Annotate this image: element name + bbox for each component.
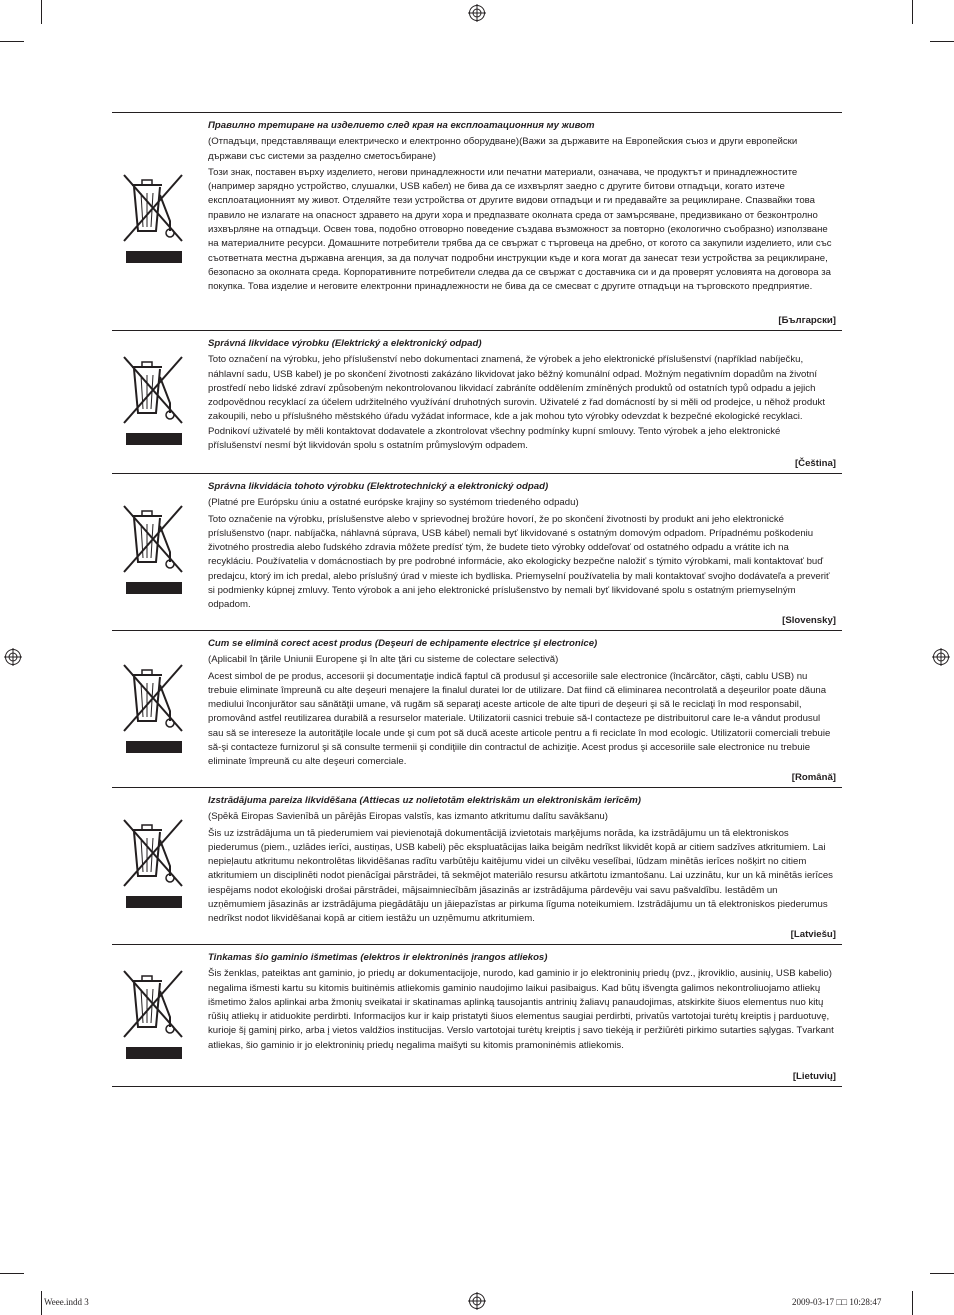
language-label: [Български] [778,315,836,326]
weee-symbol [122,355,186,445]
crossed-bin-icon [122,663,186,735]
section-text [208,113,842,295]
crop-mark [41,0,42,24]
section-paragraph: (Spēkā Eiropas Savienībā un pārējās Eiropas valstīs, kas izmanto atkritumu dalītu savākšanu) [208,811,608,823]
black-bar [126,1047,182,1059]
crop-mark [912,0,913,24]
section-title: Správna likvidácia tohoto výrobku (Elektrotechnický a elektronický odpad) [208,481,549,492]
crossed-bin-icon [122,969,186,1041]
crossed-bin-icon [122,818,186,890]
section-text [208,331,842,453]
section-title: Izstrādājuma pareiza likvidēšana (Attiecas uz nolietotām elektriskām un elektroniskām ierīcēm) [208,795,641,806]
language-label: [Latviešu] [790,929,836,940]
registration-mark-icon [932,648,950,666]
weee-symbol [122,173,186,263]
section-paragraph: Šis uz izstrādājuma un tā piederumiem vai pievienotajā dokumentācijā izvietotais marķējums norāda, ka izstrādājumu un tā elektroniskos piederumus (piem., uzlādes ierīci, austiņas, USB kabeli) pēc ekspluatācijas laika beigām nedrīkst likvidēt kopā ar citiem sadzīves atkritumiem. Lai nepieļautu atkritumu nekontrolētas likvidēšanas radītu varbūtēju kaitējumu videi un cilvēku veselībai, lūdzam minētās ierīces nošķirt no citiem atkritumiem un disciplinēti nodot pienācīgai pārstrādei, tā sekmējot materiālo resursu atkārtotu izmantošanu. Lai uzzinātu, kur un kā minētās ierīces iespējams nodot ekoloģiski drošai pārstrādei, mājsaimniecībām jāsazinās ar izstrādājuma pārdevēju vai savu pašvaldību. Iestādēm un uzņēmumiem jāsazinās ar izstrādājuma piegādātāju un jāiepazīstas ar pirkuma līguma noteikumiem. Izstrādājumu un tā elektroniskos piederumus nedrīkst nodot likvidēšanai kopā ar citiem iestāžu un uzņēmumu atkritumiem. [208,827,833,925]
weee-symbol [122,663,186,753]
language-label: [Slovensky] [782,615,836,626]
section-romanian [112,630,842,787]
section-lithuanian [112,944,842,1087]
crossed-bin-icon [122,355,186,427]
section-paragraph: (Отпадъци, представляващи електрическо и електронно оборудване)(Важи за държавите на Европейския съюз и други европейски държави със системи за разделно сметосъбиране) [208,136,798,162]
black-bar [126,582,182,594]
section-paragraph: (Aplicabil în ţările Uniunii Europene şi în alte ţări cu sisteme de colectare selectivă) [208,654,559,666]
black-bar [126,741,182,753]
section-paragraph: Acest simbol de pe produs, accesorii şi documentaţie indică faptul că produsul şi accesoriile sale electronice (încărcător, căşti, cablu USB) nu trebuie eliminate împreună cu alte deşeuri menajere la finalul duratei lor de utilizare. Dat fiind că eliminarea necontrolată a deşeurilor poate dăuna mediului înconjurător sau sănătăţii umane, vă rugăm să separaţi aceste articole de alte tipuri de deşeuri şi să le reciclaţi în mod responsabil, promovând astfel reutilizarea durabilă a resurselor materiale. Utilizatorii casnici trebuie să-l contacteze pe distribuitorul care le-a vândut produsul sau să se intereseze la autorităţile locale unde şi cum pot să ducă aceste articole pentru a fi reciclate în mod ecologic. Utilizatorii comerciali trebuie să-şi contacteze furnizorul şi să consulte termenii şi condiţiile din contractul de achiziţie. Acest produs şi accesoriile sale electronice nu trebuie eliminate împreună cu alte deşeuri comerciale. [208,670,831,768]
section-paragraph: Toto označenie na výrobku, príslušenstve alebo v sprievodnej brožúre hovorí, že po skončení životnosti by produkt ani jeho elektronické príslušenstvo (napr. nabíjačka, náhlavná súprava, USB kábel) nemali byť likvidované s ostatným domovým odpadom. Prípadnému poškodeniu životného prostredia alebo ľudského zdravia môžete predísť tým, že budete tieto výrobky oddeľovať od ostatného odpadu a vrátite ich na recykláciu. Používatelia v domácnostiach by pre podrobné informácie, ako ekologicky bezpečne naložiť s týmito výrobkami, mali kontaktovať buď predajcu, ktorý im ich predal, alebo príslušný úrad v mieste ich bydliska. Priemyselní používatelia by mali kontaktovať svojho dodávateľa a preveriť si podmienky kúpnej zmluvy. Tento výrobok a ani jeho elektronické príslušenstvo by nemali byť likvidované spolu s ostatným priemyselným odpadom. [208,513,830,611]
crop-mark [912,1291,913,1315]
section-text [208,788,842,927]
language-label: [Čeština] [794,458,836,469]
section-bulgarian [112,112,842,330]
crop-mark [930,41,954,42]
crossed-bin-icon [122,173,186,245]
section-czech [112,330,842,473]
language-label: [Română] [791,772,836,783]
section-title: Tinkamas šio gaminio išmetimas (elektros ir elektroninės įrangos atliekos) [208,952,548,963]
section-paragraph: (Platné pre Európsku úniu a ostatné európske krajiny so systémom triedeného odpadu) [208,497,579,509]
black-bar [126,896,182,908]
registration-mark-icon [4,648,22,666]
crop-mark [41,1291,42,1315]
section-title: Správná likvidace výrobku (Elektrický a elektronický odpad) [208,338,482,349]
section-text [208,474,842,613]
weee-symbol [122,818,186,908]
section-slovak [112,473,842,630]
section-title: Правилно третиране на изделието след края на експлоатационния му живот [208,120,595,131]
section-paragraph: Този знак, поставен върху изделието, негови принадлежности или печатни материали, означава, че продуктът и принадлежностите (например зарядно устройство, слушалки, USB кабел) не бива да се изхвърлят заедно с другите битови отпадъци, когато изтече експлоатационният му живот. Отделяйте тези устройства от другите видови отпадъци и ги предавайте за рециклиране. Спазвайки това правило не излагате на опасност здравето на други хора и предпазвате околната среда от замърсяване, предизвикано от безконтролно изхвърляне на отпадъци. Освен това, подобно отговорно поведение създава възможност за повторно (екологично съобразно) използване на материалните ресурси. Домашните потребители трябва да се свържат с търговеца на дребно, от когото са закупили изделието, или със съответната местна държавна агенция, за да получат подробни инструкции къде и кога могат да занесат тези устройства за рециклиране, безопасно за околната среда. Корпоративните потребители следва да се свържат с доставчика си и да проверят условията на договора за покупка. Това изделие и неговите електронни принадлежности не бива да се смесват с другите отпадъци на търговското предприятие. [208,166,832,293]
file-slug: Weee.indd 3 [44,1297,89,1307]
registration-mark-icon [468,4,486,22]
section-paragraph: Toto označení na výrobku, jeho příslušenství nebo dokumentaci znamená, že výrobek a jeho elektronické příslušenství (například nabíječku, náhlavní sadu, USB kabel) je po skončení životnosti zakázáno likvidovat jako běžný komunální odpad. Možným negativním dopadům na životní prostředí nebo lidské zdraví způsobeným nekontrolovanou likvidací zabráníte oddělením zmíněných produktů od ostatních typů odpadu a jejich zodpovědnou recyklací za účelem udržitelného využívání druhotných surovin. Uživatelé z řad domácností by si měli od prodejce, u něhož produkt zakoupili, nebo u příslušného městského úřadu vyžádat informace, kde a jak mohou tyto výrobky odevzdat k bezpečné ekologické recyklaci. Podnikoví uživatelé by měli kontaktovat dodavatele a zkontrolovat všechny podmínky kupní smlouvy. Tento výrobek a jeho elektronické příslušenství nesmí být likvidován spolu s ostatním průmyslovým odpadem. [208,354,825,452]
weee-sections [112,112,842,1087]
timestamp-slug: 2009-03-17 □□ 10:28:47 [792,1297,882,1307]
weee-symbol [122,969,186,1059]
section-latvian [112,787,842,944]
section-paragraph: Šis ženklas, pateiktas ant gaminio, jo priedų ar dokumentacijoje, nurodo, kad gaminio ir jo elektroninių priedų (pvz., įkroviklio, ausinių, USB kabelio) negalima išmesti kartu su kitomis buitinėmis atliekomis gaminio naudojimo laikui pasibaigus. Kad būtų išvengta galimos nekontroliuojamo atliekų išmetimo žalos aplinkai arba žmonių sveikatai ir skatinamas aplinką tausojantis antrinių žaliavų panaudojimas, atskirkite šiuos elementus nuo kitų rūšių atliekų ir atiduokite perdirbti. Informacijos kur ir kaip pristatyti šiuos elementus saugiai perdirbti, privatūs vartotojai turėtų kreiptis į parduotuvę, kurioje šį gaminį pirko, arba į vietos valdžios institucijas. Verslo vartotojai turėtų kreiptis į savo tiekėją ir peržiūrėti pirkimo sutarties sąlygas. Tvarkant atliekas, šio gaminio ir jo elektroninių priedų negalima maišyti su kitomis pramoninėmis atliekomis. [208,968,834,1051]
language-label: [Lietuvių] [792,1071,836,1082]
registration-mark-icon [468,1292,486,1310]
crop-mark [0,1273,24,1274]
crop-mark [930,1273,954,1274]
section-title: Cum se elimină corect acest produs (Deşeuri de echipamente electrice şi electronice) [208,638,598,649]
black-bar [126,433,182,445]
weee-symbol [122,504,186,594]
black-bar [126,251,182,263]
section-text [208,945,842,1053]
crop-mark [0,41,24,42]
section-text [208,631,842,770]
crossed-bin-icon [122,504,186,576]
